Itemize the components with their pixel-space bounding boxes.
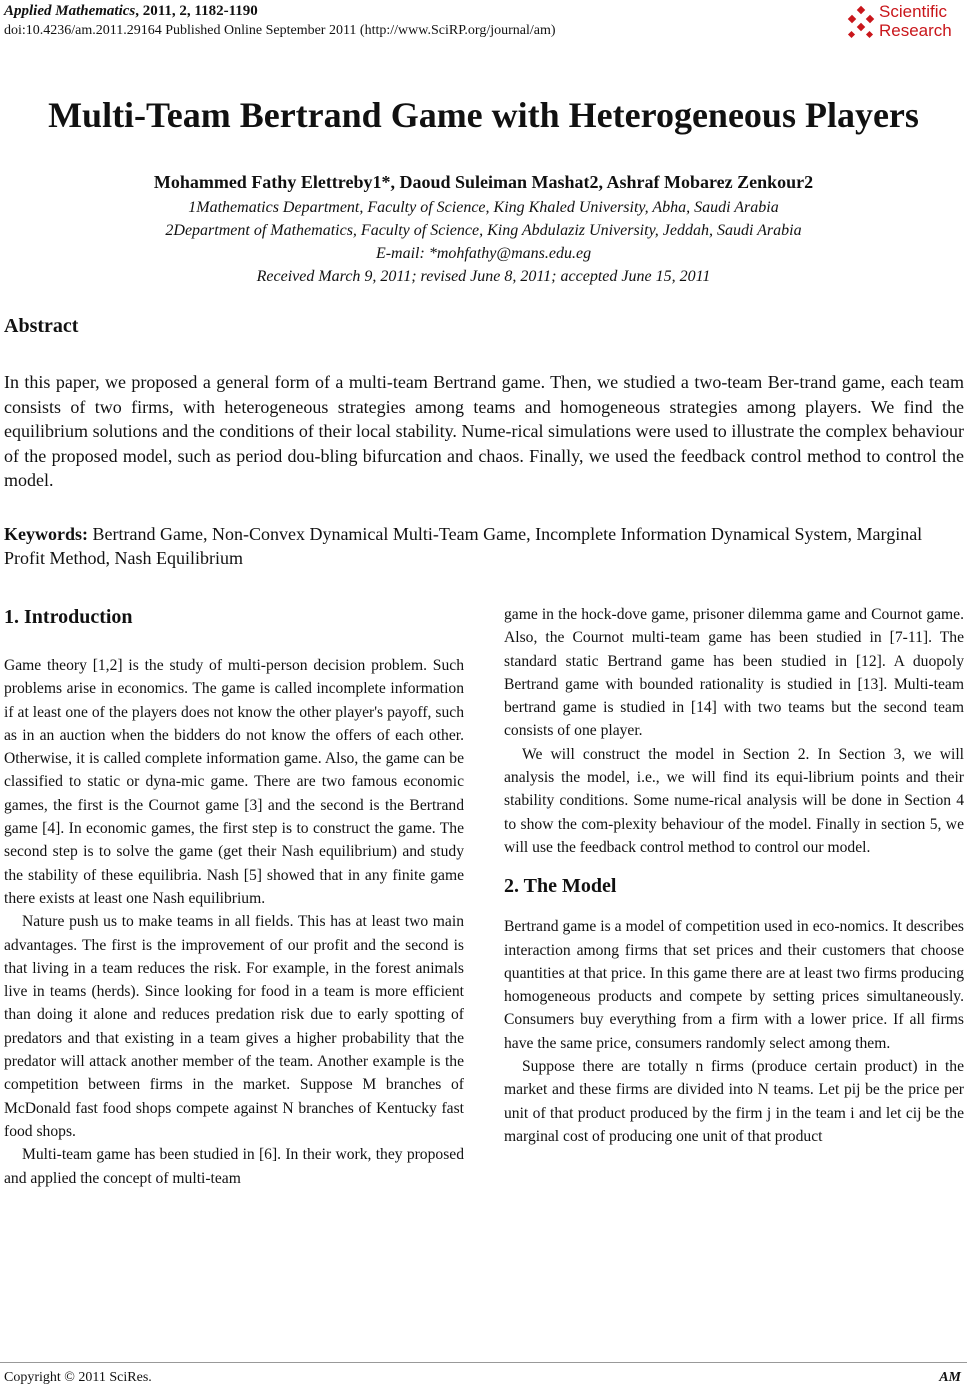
authors-text: Mohammed Fathy Elettreby1*, Daoud Suleiman Mashat2, Ashraf Mobarez Zenkour2 (153, 172, 814, 192)
keywords-text: Bertrand Game, Non-Convex Dynamical Multi-Team Game, Incomplete Information Dynamical System, Marginal Profit Method, Nash Equilibrium (4, 524, 923, 568)
abstract-body: In this paper, we proposed a general form of a multi-team Bertrand game. Then, we studied a two-team Ber-trand game, each team consists of two firms, with heterogeneous strategies among teams and homogeneous strategies among players. We find the equilibrium solutions and the conditions of their local stability. Nume-rical simulations were used to illustrate the complex behaviour of the proposed model, such as period dou-bling bifurcation and chaos. Finally, we used the feedback control method to control the model. (4, 372, 964, 490)
email: E-mail: *mohfathy@mans.edu.eg (375, 245, 592, 262)
section-1-paragraph-1: Game theory [1,2] is the study of multi-person decision problem. Such problems arise in economics. The game is called incomplete information if at least one of the players does not know the other player's payoff, such as in an auction when the bidders do not know the offers of each other. Otherwise, it is called complete information game. Also, the game can be classified to static or dyna-mic game. There are two famous economic games, the first is the Cournot game [3] and the second is the Bertrand game [4]. In economic games, the first step is to construct the game. The second step is to solve the game (get their Nash equilibrium) and study the stability of these equilibria. Nash [5] showed that in any finite game there exists at least one Nash equilibrium. (4, 657, 464, 907)
abstract-heading: Abstract (4, 315, 79, 337)
volume-info: , 2011, 2, 1182-1190 (135, 3, 258, 19)
affiliation-2: 2Department of Mathematics, Faculty of Science, King Abdulaziz University, Jeddah, Saudi Arabia (165, 222, 802, 239)
journal-name: Applied Mathematics (4, 3, 136, 19)
received-dates: Received March 9, 2011; revised June 8, 2011; accepted June 15, 2011 (256, 268, 711, 285)
section-1-paragraph-2: Nature push us to make teams in all fields. This has at least two main advantages. The first is the improvement of our profit and the second is that living in a team reduces the risk. For example, in the forest animals live in teams (herds). Since looking for food in a team is more efficient than doing it alone and reduces predation risk due to early spotting of predators and that existing in a team gives a higher probability that the predator will attack another member of the team. Another example is the competition between firms in the market. Suppose M branches of McDonald fast food shops compete against N branches of Kentucky fast food shops. (4, 913, 464, 1140)
affiliation-1: 1Mathematics Department, Faculty of Science, King Khaled University, Abha, Saudi Arabia (188, 199, 779, 216)
journal-header (4, 3, 258, 20)
keywords-label: Keywords: (4, 524, 88, 544)
section-2-heading: 2. The Model (504, 875, 617, 898)
logo-line1: Scientific (879, 2, 948, 21)
section-1-paragraph-3: Multi-team game has been studied in [6]. In their work, they proposed and applied the concept of multi-team (4, 1146, 464, 1187)
paper-title: Multi-Team Bertrand Game with Heterogeneous Players (48, 95, 919, 135)
footer-rule (0, 1362, 967, 1363)
logo-line2: Research (879, 21, 952, 40)
footer-copyright: Copyright © 2011 SciRes. (4, 1370, 152, 1385)
doi-line: doi:10.4236/am.2011.29164 Published Online September 2011 (http://www.SciRP.org/journal/am) (4, 23, 556, 38)
publisher-logo-icon (845, 2, 877, 42)
section-2-paragraph-2: Suppose there are totally n firms (produce certain product) in the market and these firms are divided into N teams. Let pij be the price per unit of that product produced by the firm j in the team i and let cij be the marginal cost of producing one unit of that product (504, 1058, 964, 1145)
right-column (504, 603, 964, 1148)
section-1-heading: 1. Introduction (4, 606, 133, 628)
section-1-paragraph-4: game in the hock-dove game, prisoner dilemma game and Cournot game. Also, the Cournot multi-team game has been studied in [7-11]. The standard static Bertrand game has been studied in [12]. A duopoly Bertrand game with bounded rationality is studied in [13]. Multi-team bertrand game is studied in [14] with two teams but the second team consists of one player. (504, 606, 964, 740)
publisher-logo (845, 2, 963, 46)
authors (0, 172, 967, 193)
section-2-paragraph-1: Bertrand game is a model of competition used in eco-nomics. It describes interaction among firms that set prices and their customers that choose quantities at that price. In this game there are at least two firms producing homogeneous products and compete by setting prices simultaneously. Consumers buy everything from a firm with a lower price. If all firms have the same price, consumers randomly select among them. (504, 918, 964, 1052)
left-column (4, 604, 464, 1190)
footer-journal-abbrev: AM (939, 1370, 961, 1385)
section-1-paragraph-5: We will construct the model in Section 2. In Section 3, we will analysis the model, i.e., we will find its equi-librium points and their stability conditions. Some nume-rical analysis will be done in Section 4 to show the com-plexity behaviour of the model. Finally in section 5, we will use the feedback control method to control our model. (504, 745, 964, 856)
keywords (4, 522, 964, 570)
